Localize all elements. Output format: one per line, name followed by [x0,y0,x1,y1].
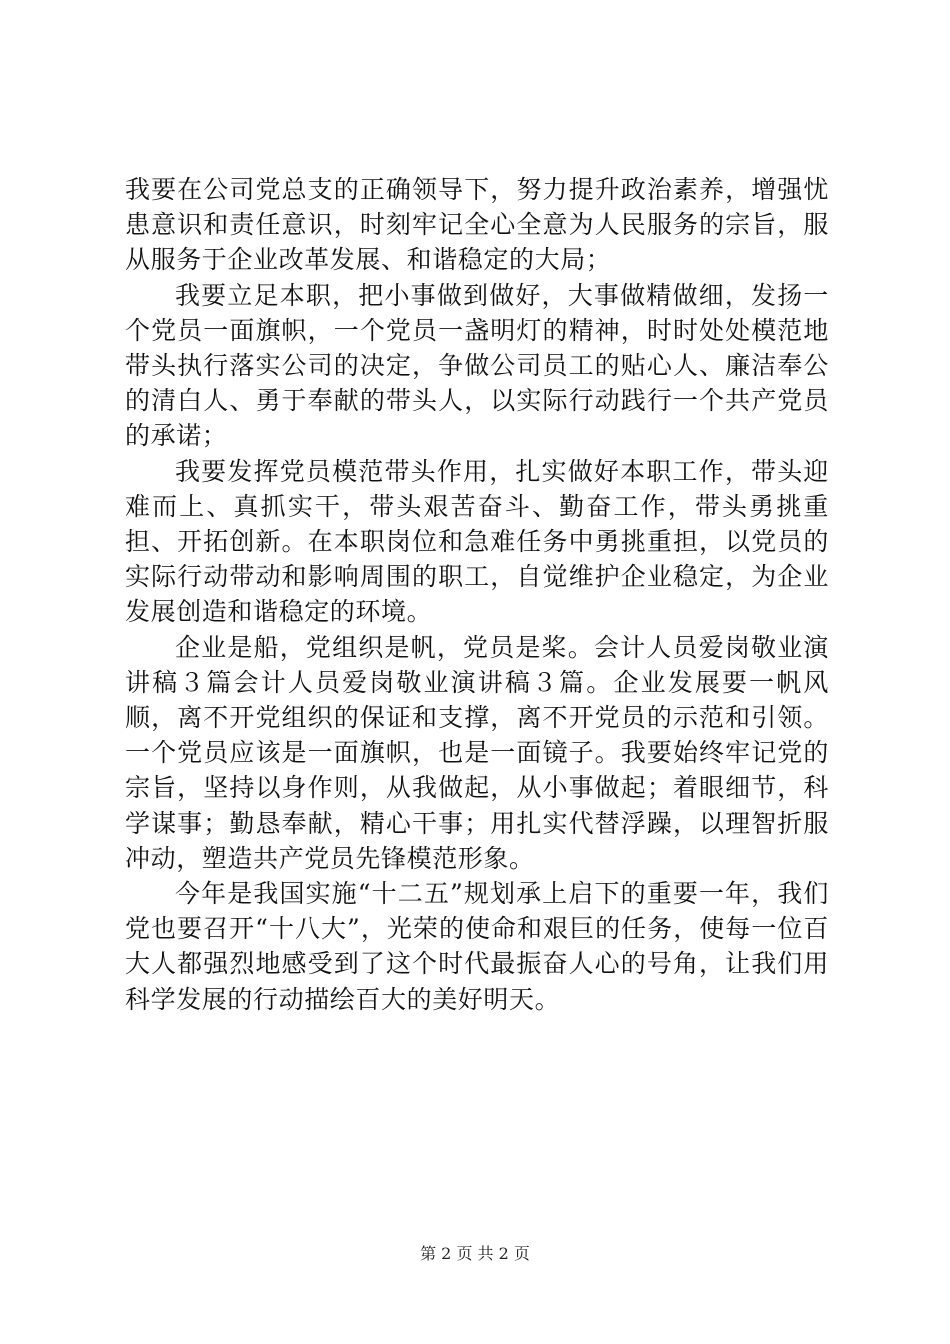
document-body [125,172,829,1017]
paragraph-5: 今年是我国实施“十二五”规划承上启下的重要一年，我们党也要召开“十八大”，光荣的使命和艰巨的任务，使每一位百大人都强烈地感受到了这个时代最振奋人心的号角，让我们用科学发展的行动描绘百大的美好明天。 [125,879,829,1014]
paragraph-4: 企业是船，党组织是帆，党员是桨。会计人员爱岗敬业演讲稿３篇会计人员爱岗敬业演讲稿３篇。企业发展要一帆风顺，离不开党组织的保证和支撑，离不开党员的示范和引领。一个党员应该是一面旗帜，也是一面镜子。我要始终牢记党的宗旨，坚持以身作则，从我做起，从小事做起；着眼细节，科学谋事；勤恳奉献，精心干事；用扎实代替浮躁，以理智折服冲动，塑造共产党员先锋模范形象。 [125,632,829,873]
paragraph-1: 我要在公司党总支的正确领导下，努力提升政治素养，增强忧患意识和责任意识，时刻牢记全心全意为人民服务的宗旨，服从服务于企业改革发展、和谐稳定的大局； [125,175,829,275]
paragraph-3: 我要发挥党员模范带头作用，扎实做好本职工作，带头迎难而上、真抓实干，带头艰苦奋斗、勤奋工作，带头勇挑重担、开拓创新。在本职岗位和急难任务中勇挑重担，以党员的实际行动带动和影响周围的职工，自觉维护企业稳定，为企业发展创造和谐稳定的环境。 [125,456,829,627]
page-number-label: 第 2 页 共 2 页 [420,1244,530,1263]
page-footer [0,1244,950,1264]
paragraph-2: 我要立足本职，把小事做到做好，大事做精做细，发扬一个党员一面旗帜，一个党员一盏明灯的精神，时时处处模范地带头执行落实公司的决定，争做公司员工的贴心人、廉洁奉公的清白人、勇于奉献的带头人，以实际行动践行一个共产党员的承诺； [125,280,829,451]
